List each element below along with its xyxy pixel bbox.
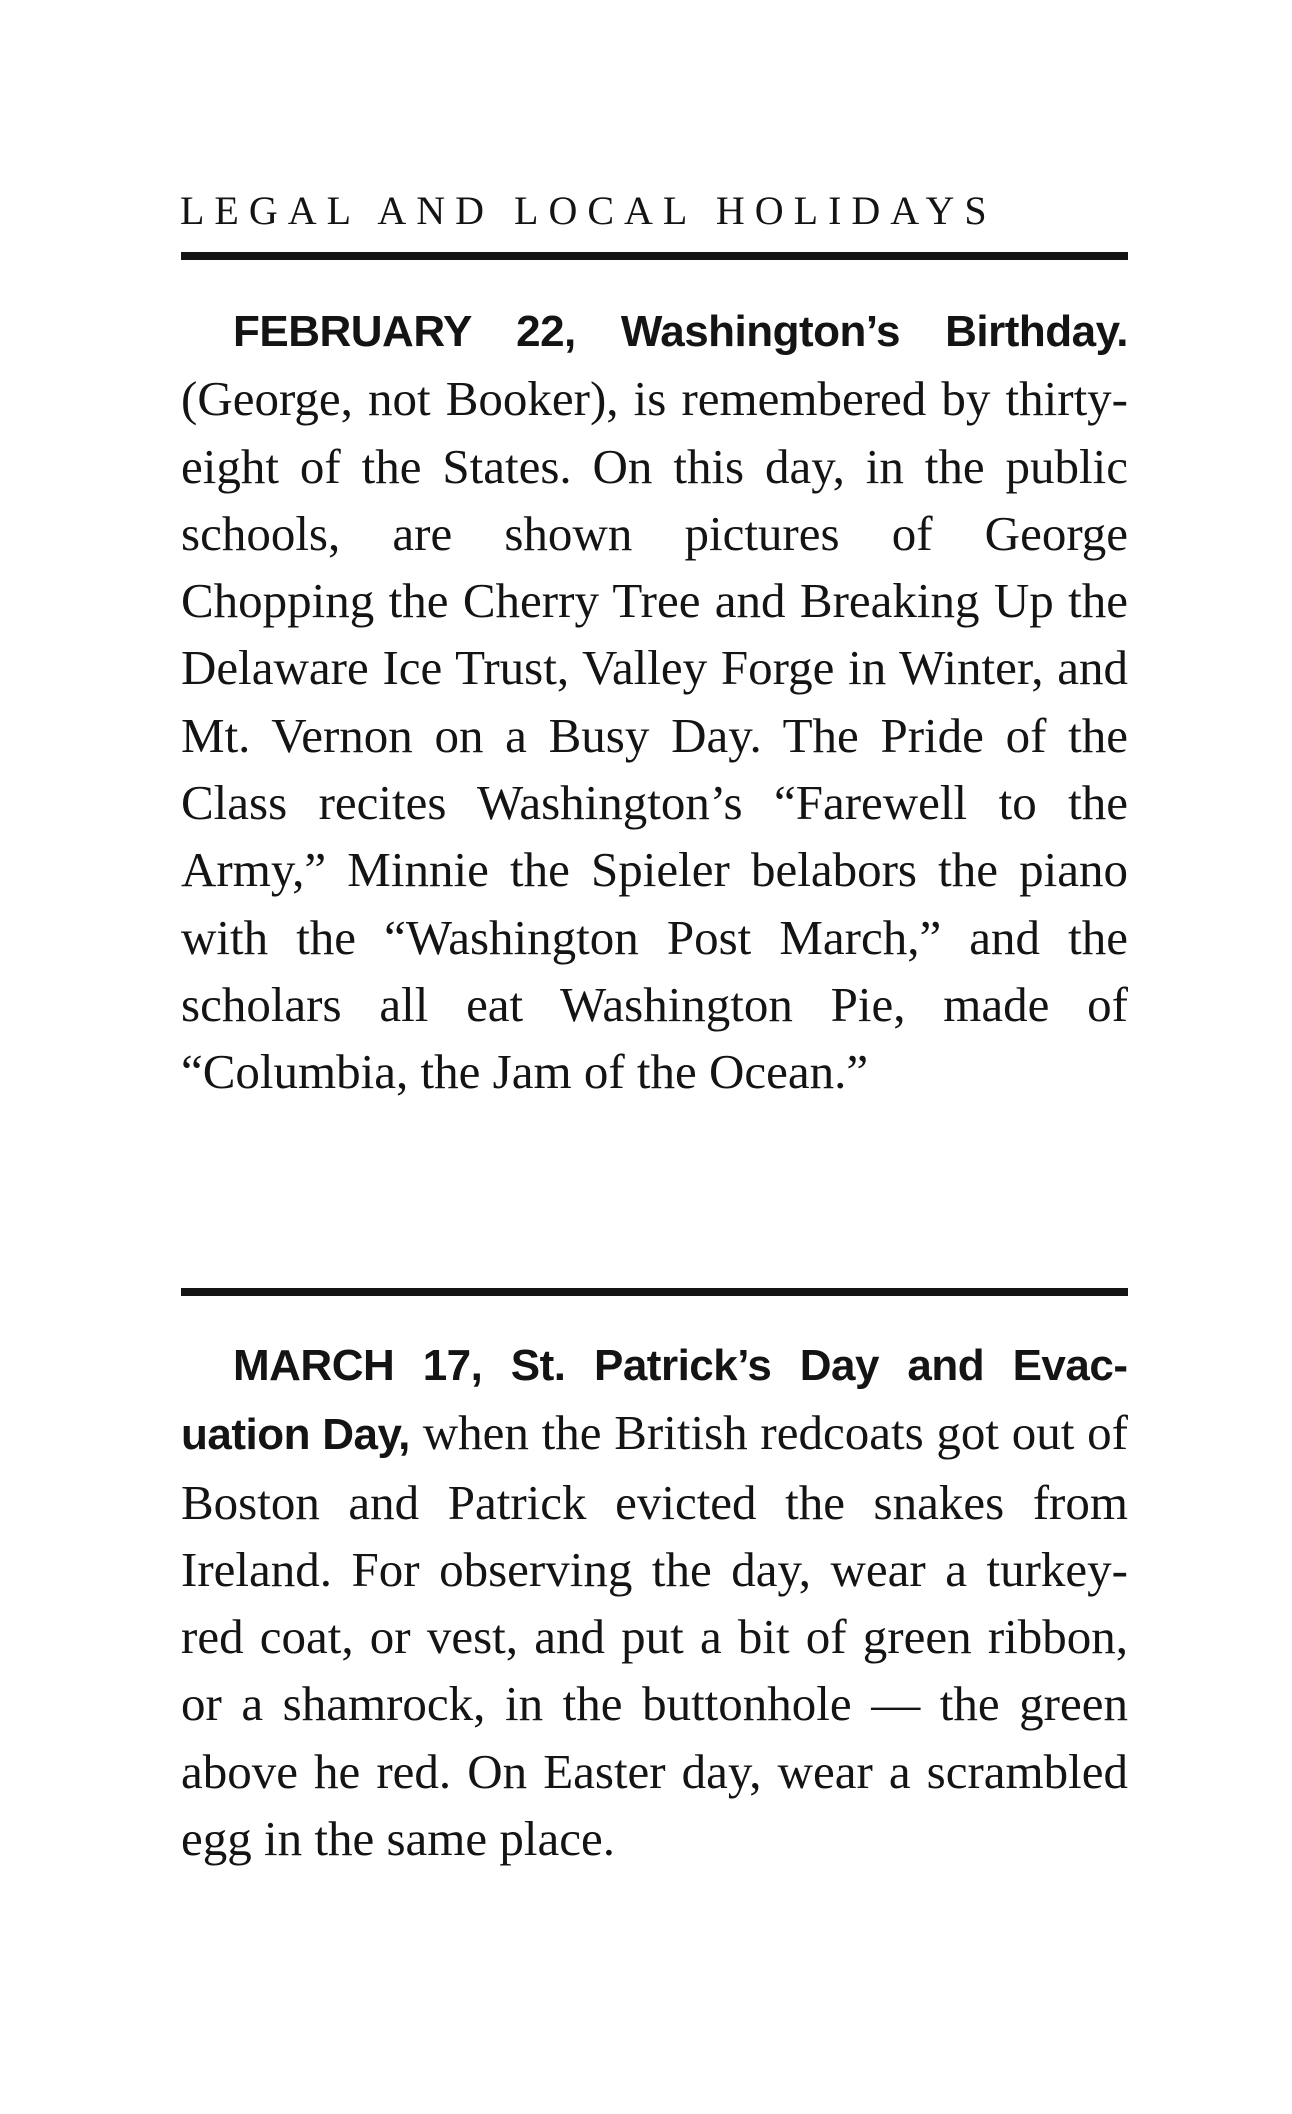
- entry-body: (George, not Booker), is remembered by thirty-eight of the States. On this day, in the public schools, are shown pictures of George Chopping the Cherry Tree and Breaking Up the Delaware Ice Trust, Valley Forge in Winter, and Mt. Vernon on a Busy Day. The Pride of the Class recites Washington’s “Farewell to the Army,” Minnie the Spieler belabors the piano with the “Washington Post March,” and the scholars all eat Washington Pie, made of “Columbia, the Jam of the Ocean.”: [181, 371, 1128, 1100]
- holiday-entry-washingtons-birthday: [181, 296, 1128, 1106]
- running-head: LEGAL AND LOCAL HOLIDAYS: [180, 188, 997, 233]
- holiday-entry-st-patricks-day: [181, 1330, 1128, 1872]
- entry-body: when the British redcoats got out of Boston and Patrick evicted the snakes from Ireland. For observing the day, wear a turkey-red coat, or vest, and put a bit of green ribbon, or a shamrock, in the buttonhole — the green above he red. On Easter day, wear a scrambled egg in the same place.: [181, 1405, 1129, 1867]
- section-rule: [181, 1288, 1128, 1296]
- entry-heading: FEBRUARY 22, Washington’s Birthday.: [233, 307, 1128, 356]
- entry-heading: MARCH 17, St. Patrick’s Day and Evacuation Day,: [181, 1341, 1128, 1460]
- header-rule: [181, 252, 1128, 260]
